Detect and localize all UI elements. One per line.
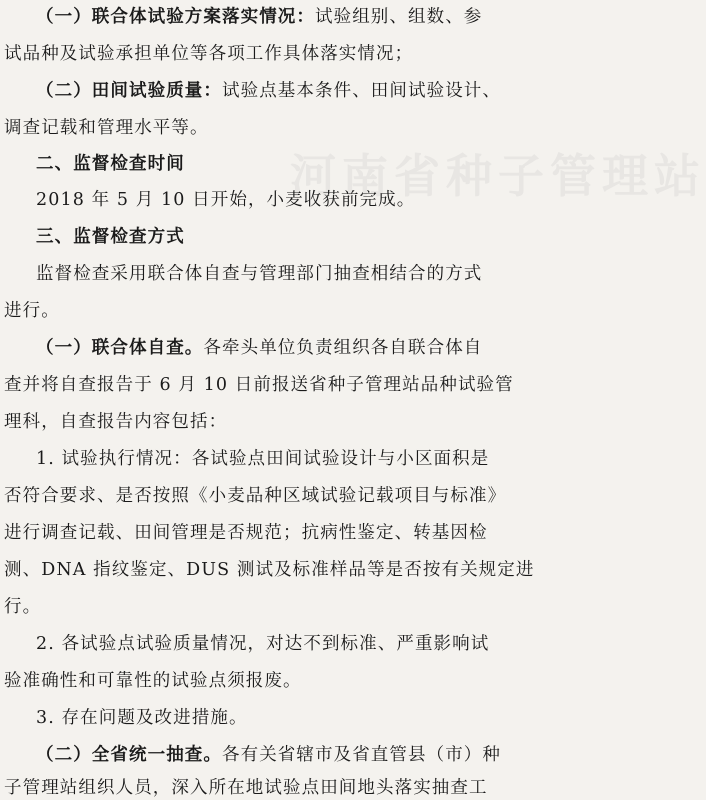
para-line: 查并将自查报告于 6 月 10 日前报送省种子管理站品种试验管 [4, 375, 514, 395]
section-heading: 三、监督检查方式 [36, 227, 185, 247]
para-line: 调查记载和管理水平等。 [4, 118, 209, 138]
para-line: 2018 年 5 月 10 日开始，小麦收获前完成。 [36, 190, 416, 210]
para-line: 进行。 [4, 301, 60, 321]
para-line: 理科，自查报告内容包括： [4, 412, 228, 432]
para-line: 3. 存在问题及改进措施。 [36, 708, 248, 728]
para-line: 监督检查采用联合体自查与管理部门抽查相结合的方式 [36, 264, 483, 284]
watermark: 河南省种子管理站 [290, 149, 706, 203]
para-lead: （二）全省统一抽查。 [36, 745, 222, 765]
para-line: 验准确性和可靠性的试验点须报废。 [4, 671, 302, 691]
section-heading: 二、监督检查时间 [36, 154, 185, 174]
para-line: 否符合要求、是否按照《小麦品种区域试验记载项目与标准》 [4, 486, 507, 506]
para-line: 试品种及试验承担单位等各项工作具体落实情况； [4, 44, 414, 64]
para-line: 测、DNA 指纹鉴定、DUS 测试及标准样品等是否按有关规定进 [4, 560, 535, 580]
para-lead: （一）联合体试验方案落实情况： [36, 7, 315, 27]
para-line: 2. 各试验点试验质量情况，对达不到标准、严重影响试 [36, 634, 490, 654]
para-line [0, 744, 533, 766]
para-line [0, 337, 533, 359]
para-text: 试验点基本条件、田间试验设计、 [222, 81, 501, 101]
para-lead: （一）联合体自查。 [36, 338, 204, 358]
para-line [0, 6, 533, 28]
para-text: 各有关省辖市及省直管县（市）种 [222, 745, 501, 765]
para-line: 子管理站组织人员，深入所在地试验点田间地头落实抽查工 [4, 778, 488, 798]
para-line [0, 80, 533, 102]
para-line: 1. 试验执行情况：各试验点田间试验设计与小区面积是 [36, 449, 490, 469]
para-line: 行。 [4, 597, 42, 617]
para-line: 进行调查记载、田间管理是否规范；抗病性鉴定、转基因检 [4, 523, 488, 543]
para-lead: （二）田间试验质量： [36, 81, 222, 101]
para-text: 各牵头单位负责组织各自联合体自 [203, 338, 483, 358]
para-text: 试验组别、组数、参 [315, 7, 483, 27]
